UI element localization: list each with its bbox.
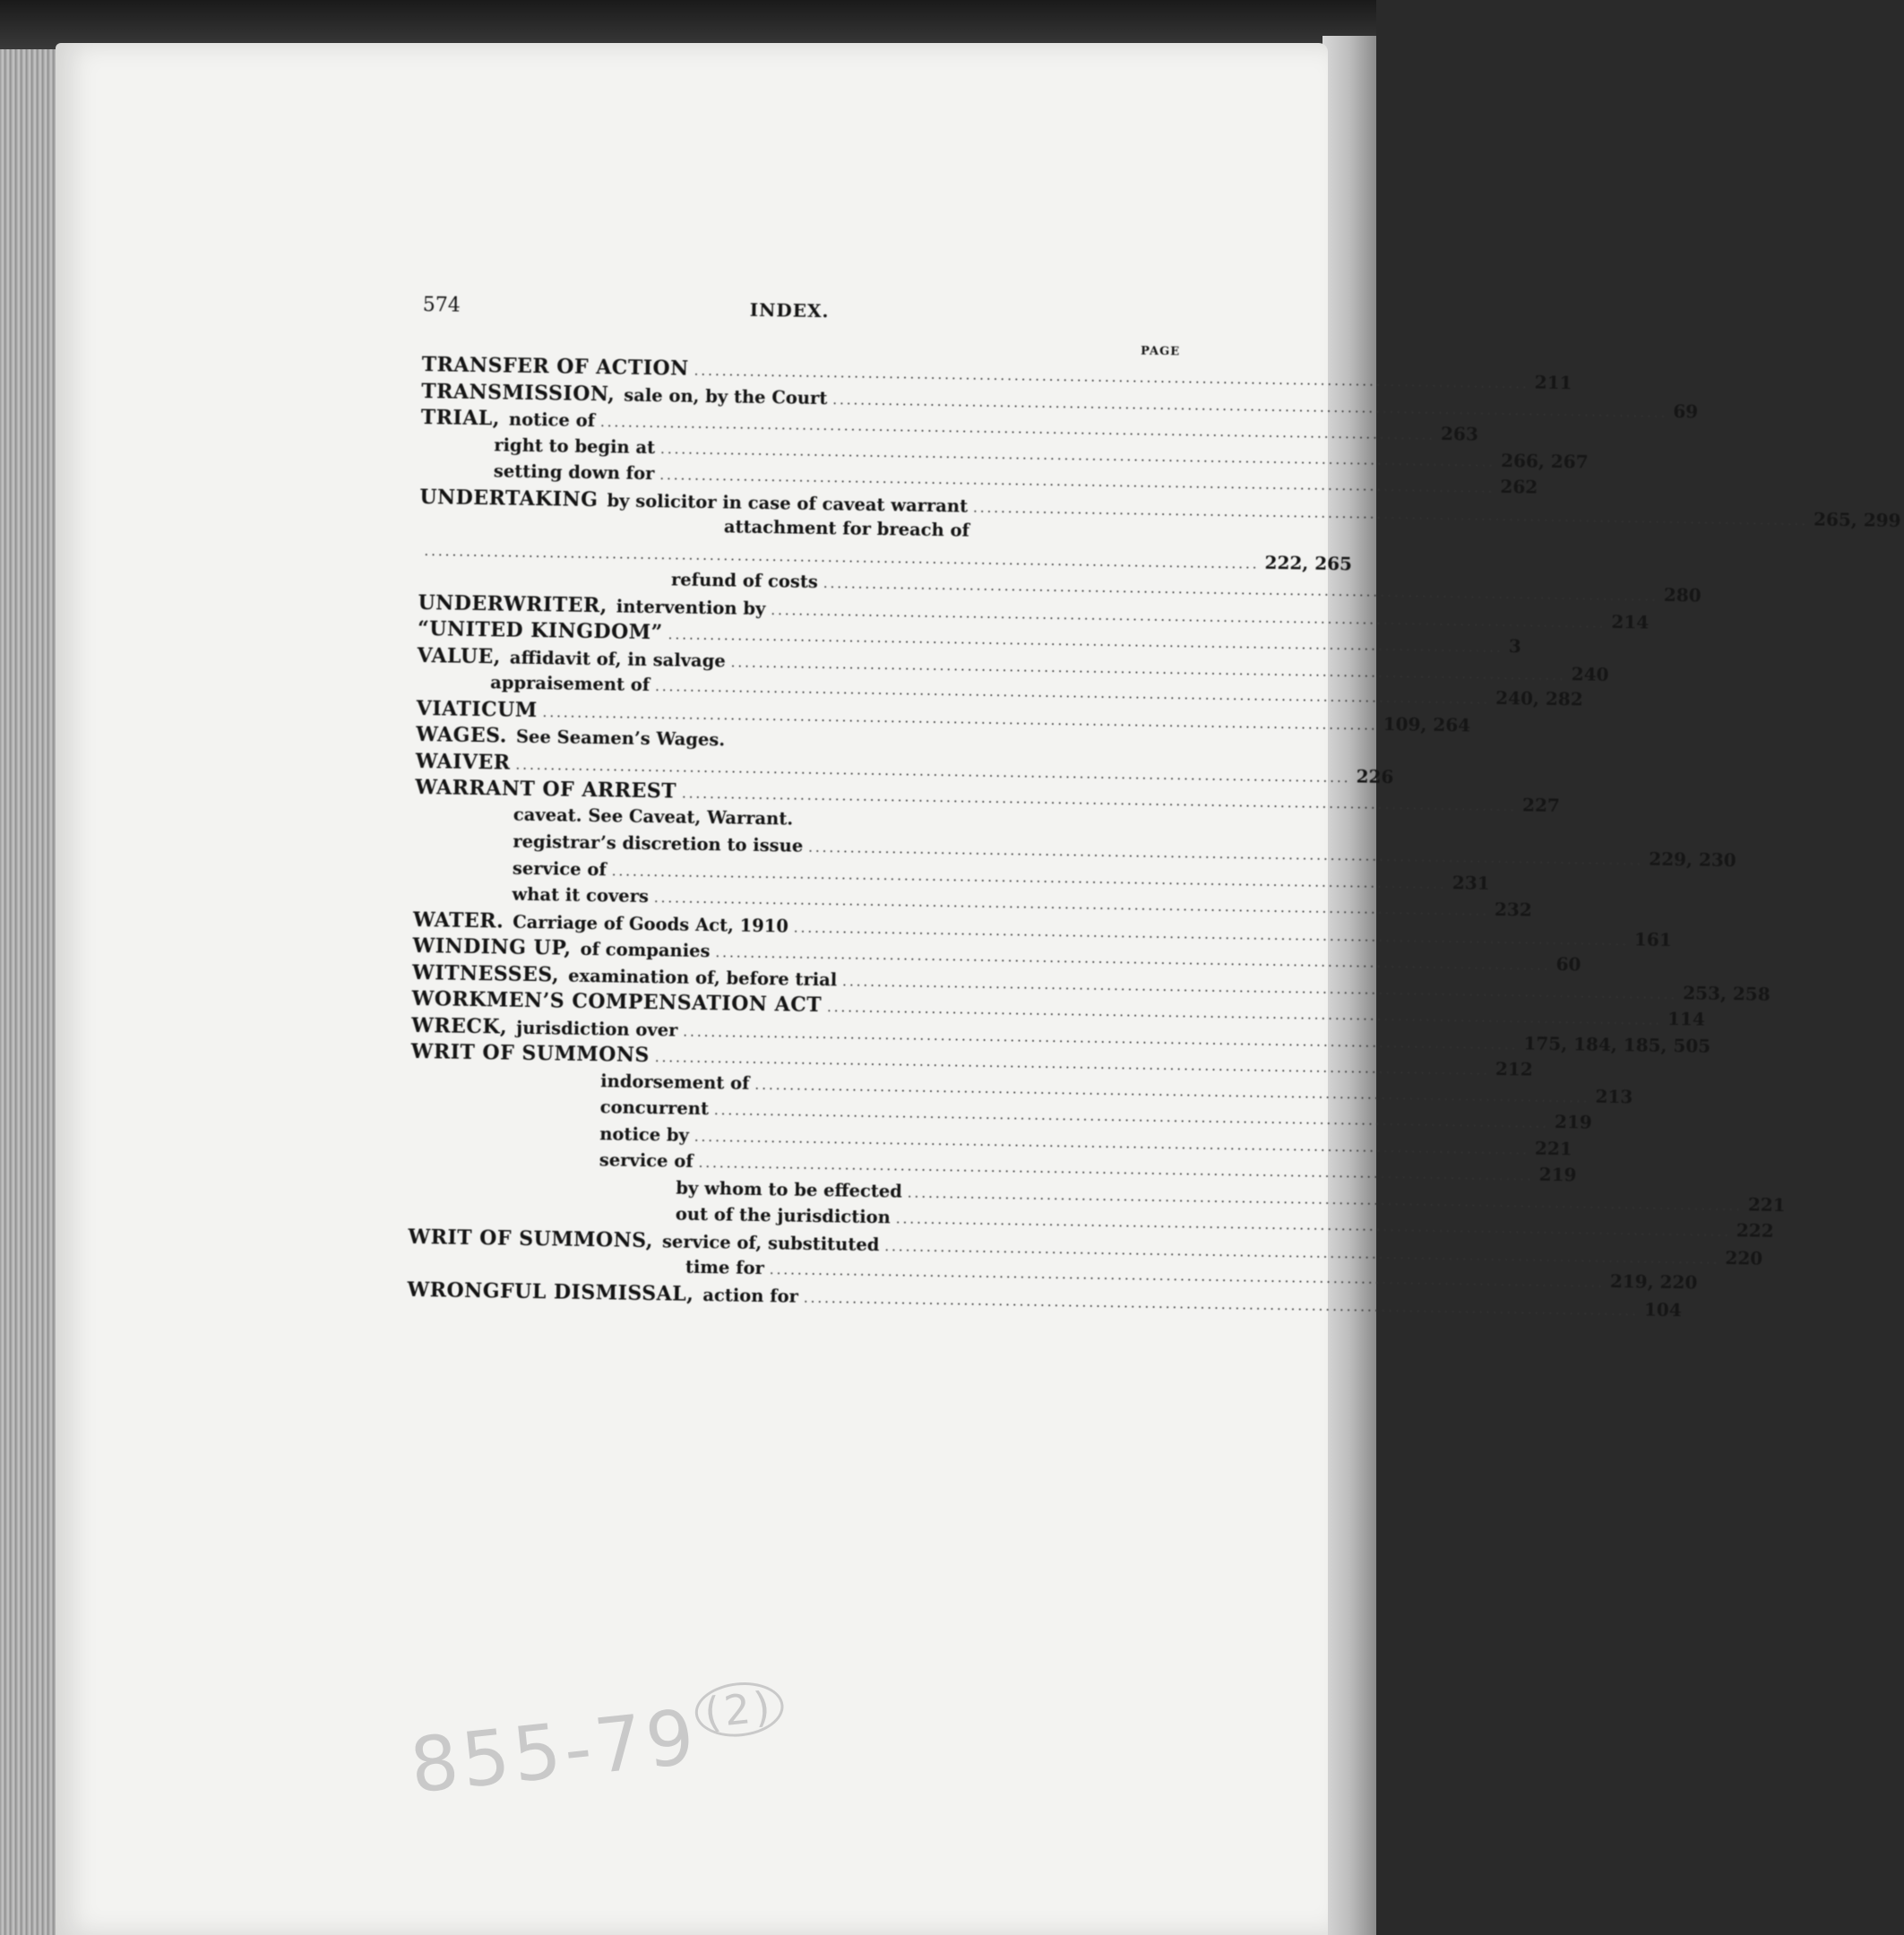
dot-leader: ........................................................................................................................	[655, 678, 1491, 708]
dot-leader: ........................................................................................................................	[681, 785, 1518, 815]
dot-leader: ........................................................................................................................	[907, 1184, 1744, 1214]
page-number: 574	[422, 294, 461, 317]
entry-heading: WINDING UP,	[412, 933, 572, 960]
entry-pages: 221	[1534, 1137, 1572, 1159]
entry-heading: WRIT OF SUMMONS,	[408, 1225, 654, 1252]
entry-heading: WRIT OF SUMMONS	[410, 1039, 650, 1068]
entry-heading: UNDERTAKING	[419, 485, 599, 512]
entry-pages: 222	[1736, 1219, 1774, 1242]
entry-pages: 213	[1595, 1085, 1633, 1107]
entry-subheading: notice by	[599, 1122, 690, 1146]
entry-heading: “UNITED KINGDOM”	[417, 616, 663, 645]
entry-pages: 114	[1667, 1007, 1706, 1030]
dot-leader: ........................................................................................................................	[895, 1210, 1731, 1241]
entry-subheading: service of, substituted	[661, 1230, 880, 1255]
dot-leader: ........................................................................................................................	[668, 626, 1503, 656]
dot-leader: ........................................................................................................................	[771, 601, 1607, 632]
entry-heading: TRANSMISSION,	[421, 379, 616, 406]
entry-heading: WRECK,	[410, 1013, 508, 1039]
dot-leader	[975, 537, 1176, 540]
dot-leader: ........................................................................................................................	[515, 756, 1351, 786]
entry-pages: 232	[1494, 898, 1532, 921]
entry-pages: 109, 264	[1383, 712, 1471, 735]
dot-leader: ........................................................................................................................	[659, 440, 1496, 470]
entry-subheading: by whom to be effected	[676, 1177, 903, 1202]
entry-heading: WATER.	[412, 907, 504, 933]
entry-pages: 226	[1356, 764, 1394, 787]
pencil-annotation-text: 855-79	[406, 1692, 702, 1810]
dot-leader	[730, 745, 1172, 752]
entry-pages: 104	[1643, 1298, 1682, 1320]
entry-pages: 240, 282	[1495, 686, 1583, 710]
entry-subheading: See Seamen’s Wages.	[515, 726, 726, 751]
entry-pages: 219	[1538, 1163, 1577, 1186]
entry-heading: TRANSFER OF ACTION	[421, 352, 689, 381]
dot-leader: ........................................................................................................................	[683, 1023, 1519, 1053]
entry-pages: 231	[1452, 871, 1490, 894]
dot-leader: ........................................................................................................................	[694, 1128, 1530, 1158]
dot-leader: ........................................................................................................................	[842, 972, 1678, 1002]
dot-leader: ........................................................................................................................	[611, 862, 1447, 892]
dot-leader: ........................................................................................................................	[803, 1289, 1640, 1319]
entry-pages: 219, 220	[1609, 1269, 1698, 1294]
pencil-annotation-superscript: (2)	[692, 1678, 786, 1741]
entry-pages: 220	[1725, 1246, 1763, 1269]
dot-leader: ........................................................................................................................	[713, 1102, 1550, 1131]
book-page	[56, 43, 1901, 1935]
dot-leader: ........................................................................................................................	[754, 1076, 1590, 1106]
dot-leader: ........................................................................................................................	[698, 1154, 1534, 1184]
entry-subheading: attachment for breach of	[723, 516, 970, 541]
entry-subheading: out of the jurisdiction	[675, 1203, 892, 1228]
entry-subheading: by solicitor in case of caveat warrant	[607, 489, 969, 517]
dot-leader: ........................................................................................................................	[730, 653, 1566, 684]
entry-pages: 60	[1555, 952, 1581, 976]
book-page-edges	[0, 49, 63, 1935]
dot-leader: ........................................................................................................................	[808, 838, 1644, 869]
entry-heading: TRIAL,	[420, 405, 501, 431]
pencil-annotation	[406, 1681, 790, 1810]
entry-heading: WAIVER	[415, 749, 511, 775]
entry-heading: WAGES.	[416, 722, 508, 748]
entry-subheading: refund of costs	[670, 569, 819, 592]
entry-subheading: right to begin at	[494, 434, 656, 458]
dot-leader: ........................................................................................................................	[659, 467, 1495, 496]
dot-leader: ........................................................................................................................	[832, 391, 1668, 421]
dot-leader: ........................................................................................................................	[884, 1237, 1720, 1268]
entry-heading: WORKMEN’S COMPENSATION ACT	[411, 986, 823, 1018]
entry-heading: VALUE,	[417, 643, 502, 668]
entry-pages: 266, 267	[1501, 449, 1589, 472]
entry-subheading: indorsement of	[600, 1070, 750, 1094]
entry-subheading: registrar’s discretion to issue	[513, 830, 804, 856]
entry-pages: 219	[1554, 1110, 1592, 1133]
entry-subheading: service of	[599, 1149, 694, 1172]
entry-pages: 240	[1571, 662, 1609, 685]
running-title: INDEX.	[749, 298, 830, 322]
entry-pages: 221	[1747, 1192, 1786, 1216]
entry-heading: WRONGFUL DISMISSAL,	[407, 1277, 694, 1306]
entry-pages: 212	[1495, 1057, 1533, 1080]
entry-pages: 175, 184, 185, 505	[1523, 1031, 1711, 1057]
dot-leader: ........................................................................................................................	[823, 575, 1659, 605]
page-column-label: PAGE	[1141, 344, 1181, 359]
entry-pages: 229, 230	[1649, 847, 1736, 872]
entry-pages: 69	[1673, 400, 1699, 422]
entry-subheading: setting down for	[493, 460, 655, 485]
entry-heading: UNDERWRITER,	[418, 590, 608, 617]
entry-subheading: time for	[685, 1256, 765, 1279]
entry-pages: 161	[1633, 927, 1672, 950]
dot-leader: ........................................................................................................................	[769, 1261, 1606, 1291]
entry-pages: 222, 265	[1264, 551, 1353, 574]
entry-pages: 263	[1440, 422, 1479, 445]
entry-subheading: notice of	[508, 408, 596, 432]
entry-subheading: examination of, before trial	[567, 965, 838, 990]
entry-pages: 214	[1611, 610, 1650, 633]
dot-leader: ........................................................................................................................	[972, 499, 1809, 529]
entry-heading: VIATICUM	[416, 696, 538, 722]
entry-pages: 262	[1500, 475, 1538, 498]
index-content	[407, 294, 1901, 1320]
entry-pages: 227	[1521, 794, 1561, 816]
dot-leader: ........................................................................................................................	[599, 414, 1436, 443]
dot-leader: ........................................................................................................................	[826, 999, 1663, 1028]
index-list	[407, 352, 1901, 1320]
entry-subheading: Carriage of Goods Act, 1910	[513, 911, 789, 936]
dot-leader: ........................................................................................................................	[793, 919, 1630, 949]
entry-subheading: what it covers	[512, 883, 650, 907]
entry-pages: 265, 299	[1813, 507, 1901, 531]
entry-pages: 280	[1663, 583, 1702, 606]
entry-subheading: sale on, by the Court	[624, 384, 828, 408]
dot-leader: ........................................................................................................................	[654, 1049, 1491, 1079]
dot-leader	[798, 824, 1171, 830]
dot-leader: ........................................................................................................................	[694, 362, 1529, 392]
entry-subheading: appraisement of	[490, 672, 650, 696]
entry-subheading: intervention by	[616, 595, 766, 619]
entry-subheading: action for	[702, 1284, 799, 1307]
entry-pages: 253, 258	[1683, 981, 1770, 1005]
dot-leader: ........................................................................................................................	[653, 890, 1490, 919]
entry-heading: WARRANT OF ARREST	[415, 775, 677, 804]
entry-subheading: caveat. See Caveat, Warrant.	[513, 804, 794, 830]
entry-subheading: jurisdiction over	[516, 1017, 678, 1041]
dot-leader: ........................................................................................................................	[542, 703, 1378, 734]
entry-subheading: of companies	[580, 938, 711, 962]
entry-subheading: concurrent	[599, 1096, 710, 1120]
entry-subheading: service of	[512, 857, 607, 880]
entry-subheading: affidavit of, in salvage	[509, 647, 726, 671]
entry-pages: 211	[1534, 371, 1572, 394]
entry-heading: WITNESSES,	[411, 960, 560, 986]
dot-leader: ........................................................................................................................	[715, 944, 1551, 974]
dot-leader: ........................................................................................................................	[424, 542, 1260, 572]
entry-pages: 3	[1508, 635, 1521, 658]
